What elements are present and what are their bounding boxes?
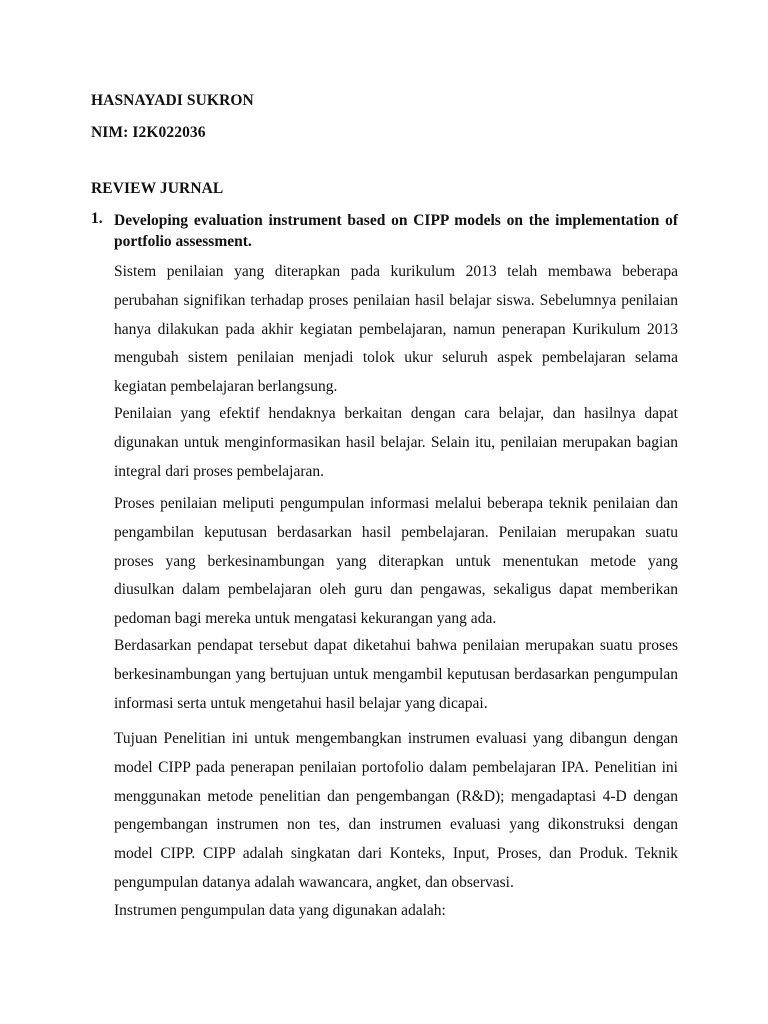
paragraph: Berdasarkan pendapat tersebut dapat diketahui bahwa penilaian merupakan suatu proses berkesinambungan yang bertujuan untuk mengambil keputusan berdasarkan pengumpulan informasi serta untuk mengetahui hasil belajar yang dicapai. bbox=[114, 637, 678, 712]
author-name: HASNAYADI SUKRON bbox=[91, 92, 254, 109]
paragraph: Instrumen pengumpulan data yang digunakan adalah: bbox=[114, 902, 446, 919]
paragraph: Penilaian yang efektif hendaknya berkaitan dengan cara belajar, dan hasilnya dapat digunakan untuk menginformasikan hasil belajar. Selain itu, penilaian merupakan bagian integral dari proses pembelajaran. bbox=[114, 405, 678, 480]
journal-title: Developing evaluation instrument based on CIPP models on the implementation of portfolio assessment. bbox=[114, 212, 678, 250]
paragraph: Sistem penilaian yang diterapkan pada kurikulum 2013 telah membawa beberapa perubahan signifikan terhadap proses penilaian hasil belajar siswa. Sebelumnya penilaian hanya dilakukan pada akhir kegiatan pembelajaran, namun penerapan Kurikulum 2013 mengubah sistem penilaian menjadi tolok ukur seluruh aspek pembelajaran selama kegiatan pembelajaran berlangsung. bbox=[114, 263, 678, 396]
list-item-number: 1. bbox=[91, 210, 103, 227]
paragraph: Proses penilaian meliputi pengumpulan informasi melalui beberapa teknik penilaian dan pengambilan keputusan berdasarkan hasil pembelajaran. Penilaian merupakan suatu proses yang berkesinambungan yang diterapkan untuk menentukan metode yang diusulkan dalam pembelajaran oleh guru dan pengawas, sekaligus dapat memberikan pedoman bagi mereka untuk mengatasi kekurangan yang ada. bbox=[114, 495, 678, 628]
student-id: NIM: I2K022036 bbox=[91, 124, 206, 141]
paragraph: Tujuan Penelitian ini untuk mengembangkan instrumen evaluasi yang dibangun dengan model CIPP pada penerapan penilaian portofolio dalam pembelajaran IPA. Penelitian ini menggunakan metode penelitian dan pengembangan (R&D); mengadaptasi 4-D dengan pengembangan instrumen non tes, dan instrumen evaluasi yang dikonstruksi dengan model CIPP. CIPP adalah singkatan dari Konteks, Input, Proses, dan Produk. Teknik pengumpulan datanya adalah wawancara, angket, dan observasi. bbox=[114, 730, 678, 891]
section-title: REVIEW JURNAL bbox=[91, 180, 224, 197]
